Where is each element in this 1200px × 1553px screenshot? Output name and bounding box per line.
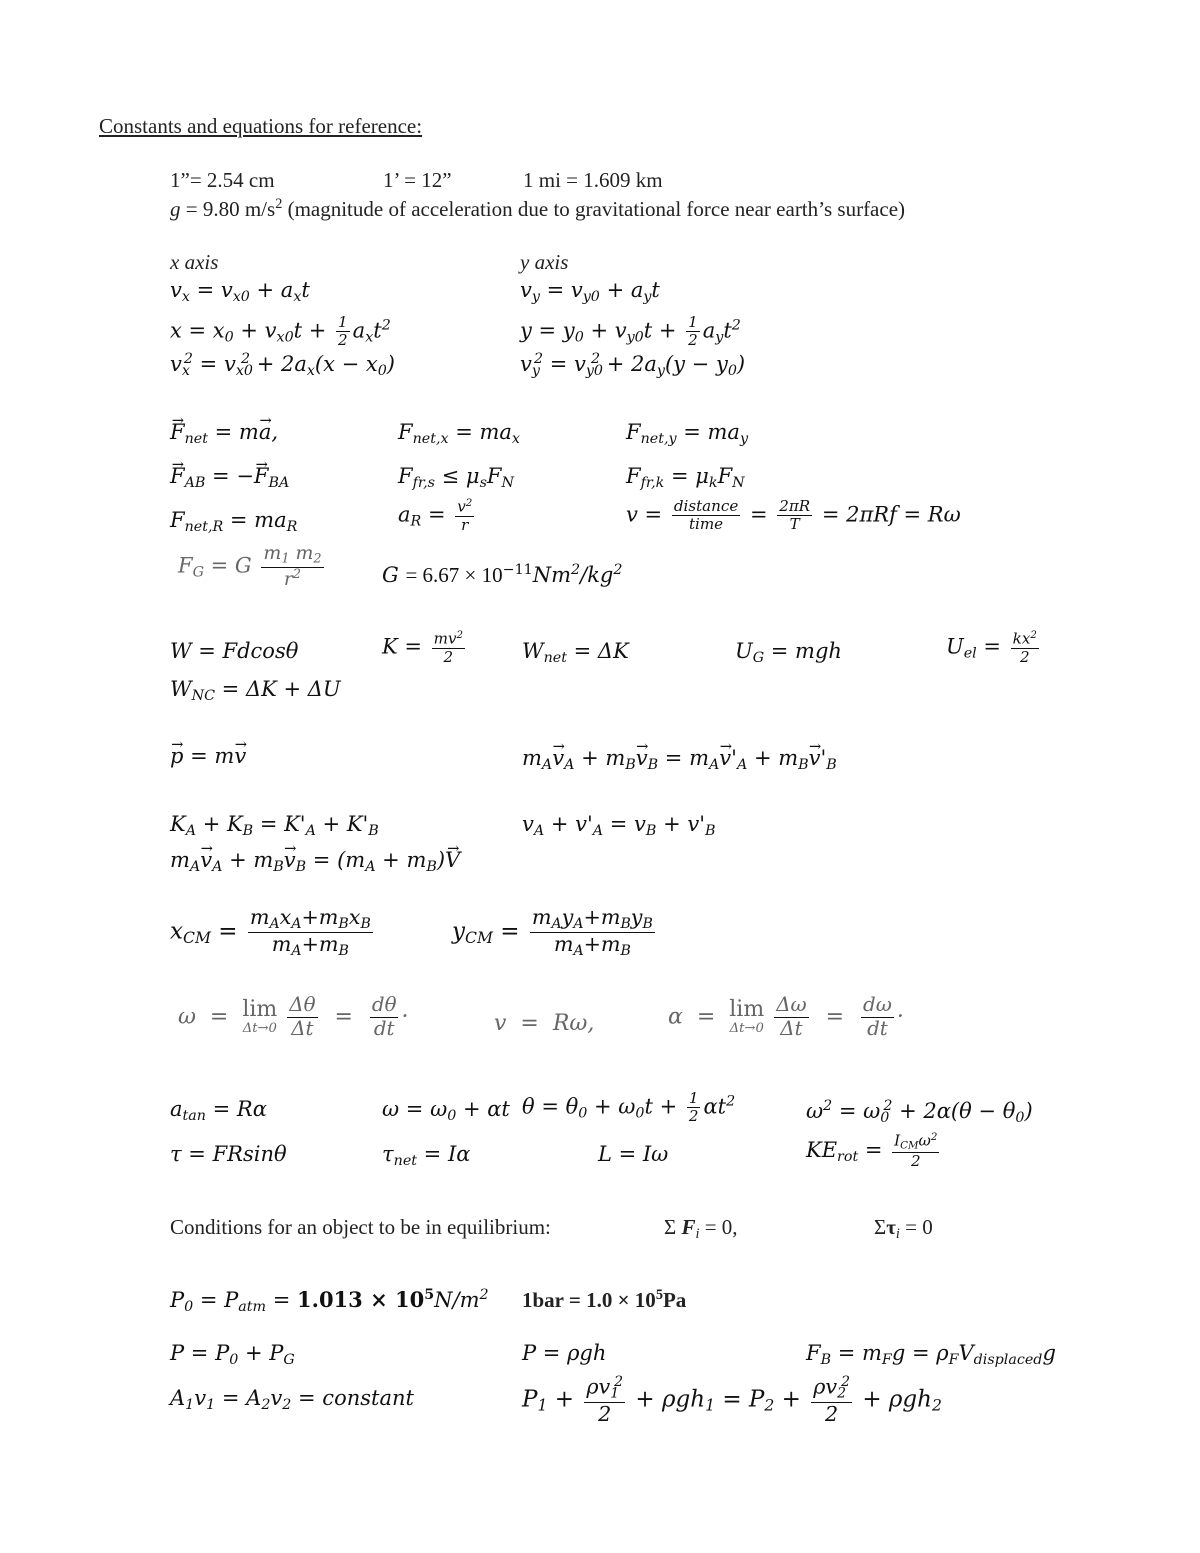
- eq-bar: $1bar = 1.0 \times 10^5Pa$: [522, 1287, 687, 1312]
- eq-ycm: $y_{CM}$ = $\frac{m_Ay_A+m_By_B}{m_A+m_B}$: [452, 905, 653, 960]
- eq-omega-squared: $\omega^2 = \omega_0^2 + 2\alpha(\theta - \theta_0)$: [806, 1098, 1033, 1126]
- eq-vx: $v_x = v_{x0} + a_xt$: [170, 278, 310, 305]
- eq-atmospheric-pressure: $P_0 = P_{atm} = 1.013 \times 10^5N/m^2$: [170, 1286, 489, 1315]
- eq-angular-velocity: ω = lim Δt→0 $\frac{\Delta\theta}{\Delta t}$ = $\frac{d\theta}{dt}$ ·: [178, 993, 409, 1040]
- eq-tangential-speed: v = Rω,: [494, 1011, 595, 1036]
- eq-xcm: $x_{CM}$ = $\frac{m_Ax_A+m_Bx_B}{m_A+m_B}$: [170, 905, 371, 960]
- eq-bernoulli: $P_1$ + $\frac{\rho v_1^2}{2}$ + $\rho gh_1 = P_2$ + $\frac{\rho v_2^2}{2}$ + ρgh$_2$: [522, 1374, 942, 1426]
- foot-conversion: 1’ = 12”: [383, 168, 452, 192]
- eq-newton3: → $F_{AB}$ = −→ $F_{BA}$: [170, 466, 289, 490]
- eq-static-friction: $F_{fr,s} \le \mu_sF_N$: [398, 464, 514, 491]
- eq-y: $y = y_0 + v_{y0}t$ + $\frac{1}{2}$ $a_yt^2$: [520, 313, 741, 350]
- eq-torque: τ = FRsinθ: [170, 1142, 287, 1166]
- eq-grav-pe: $U_G$ = mgh: [735, 639, 842, 666]
- eq-buoyancy: $F_B = m_Fg = \rho_FV_{displaced}g$: [806, 1341, 1056, 1368]
- eq-newton2-x: $F_{net,x} = ma_x$: [398, 420, 520, 447]
- eq-work: W = Fdcosθ: [170, 639, 299, 663]
- eq-work-energy: $W_{net} = \Delta K$: [522, 639, 629, 666]
- eq-tangential-accel: $a_{tan} = R\alpha$: [170, 1097, 267, 1124]
- eq-vy: $v_y = v_{y0} + a_yt$: [520, 278, 660, 305]
- eq-inelastic: $m_A\to v_A + m_B\to v_B = (m_A + m_B)\to V$: [170, 850, 460, 874]
- g-constant-value: = 6.67 × 10: [405, 562, 503, 587]
- eq-momentum-conservation: $m_A\to v_A + m_B\to v_B = m_A\to v'_A + m_B\to v'_B$: [522, 748, 837, 772]
- eq-x: $x = x_0 + v_{x0}t$ + $\frac{1}{2}$ $a_xt^2$: [170, 313, 391, 350]
- eq-angular-momentum: L = Iω: [598, 1142, 669, 1166]
- equilibrium-force-value: = 0,: [704, 1215, 738, 1239]
- eq-rotational-ke: $KE_{rot}$ = $\frac{I_{CM}\omega^2}{2}$: [806, 1131, 938, 1171]
- eq-vx2: $v_x^2 = v_{x0}^2 + 2a_x(x - x_0)$: [170, 351, 395, 379]
- pa-unit: Pa: [662, 1287, 687, 1312]
- eq-g-constant: $G = 6.67 \times 10^{-11}Nm^2/kg^2$: [382, 562, 623, 587]
- eq-continuity: $A_1v_1 = A_2v_2$ = constant: [170, 1386, 414, 1413]
- equilibrium-force: Σ $F_i = 0$,: [664, 1215, 738, 1242]
- equilibrium-label: Conditions for an object to be in equilibrium:: [170, 1215, 551, 1239]
- mile-conversion: 1 mi = 1.609 km: [523, 168, 663, 192]
- eq-omega: $\omega = \omega_0 + \alpha t$: [382, 1097, 510, 1124]
- y-axis-label: y axis: [520, 250, 569, 274]
- eq-newton2: → $F_{net} = m\to a$,: [170, 422, 278, 446]
- eq-speed: v = $\frac{\text{distance}}{\text{time}}$ = $\frac{2\pi R}{T}$ = 2πRf = Rω: [626, 497, 961, 534]
- bar-value: 1bar = 1.0 × 10: [522, 1287, 656, 1312]
- g-note: (magnitude of acceleration due to gravitational force near earth’s surface): [287, 196, 906, 221]
- eq-theta: $\theta = \theta_0 + \omega_0t$ + $\frac{1}{2}$ $\alpha t^2$: [522, 1089, 736, 1126]
- page-title: Constants and equations for reference:: [99, 114, 423, 138]
- eq-momentum: → p = m→ v: [170, 746, 246, 767]
- eq-kinetic-energy: K = $\frac{mv^2}{2}$: [382, 629, 464, 667]
- eq-elastic-velocity: $v_A + v'_A = v_B + v'_B$: [522, 812, 716, 839]
- eq-gravitation: $F_G = G$ $\frac{m_1 m_2}{r^2}$: [178, 542, 322, 591]
- equilibrium-torque-value: = 0: [905, 1215, 933, 1239]
- gravity-acceleration: g = 9.80 $m/s^2$ (magnitude of acceleration due to gravitational force near earth’s surface): [170, 196, 906, 221]
- eq-nonconservative-work: $W_{NC} = \Delta K + \Delta U$: [170, 677, 341, 704]
- eq-elastic-ke: $K_A + K_B = K'_A + K'_B$: [170, 812, 379, 839]
- eq-net-torque: $\tau_{net} = I\alpha$: [382, 1142, 471, 1169]
- x-axis-label: x axis: [170, 250, 219, 274]
- g-value: = 9.80 m/s: [185, 196, 276, 221]
- equilibrium-torque: $\Sigma\tau_i = 0$: [874, 1215, 933, 1242]
- eq-angular-accel: α = lim Δt→0 $\frac{\Delta\omega}{\Delta t}$ = $\frac{d\omega}{dt}$ ·: [668, 993, 904, 1040]
- inch-conversion: 1”= 2.54 cm: [170, 168, 275, 192]
- eq-centripetal-force: $F_{net,R} = ma_R$: [170, 508, 298, 535]
- eq-newton2-y: $F_{net,y} = ma_y$: [626, 420, 748, 447]
- eq-hydrostatic: P = ρgh: [522, 1341, 607, 1365]
- eq-total-pressure: $P = P_0 + P_G$: [170, 1341, 295, 1368]
- eq-kinetic-friction: $F_{fr,k} = \mu_kF_N$: [626, 464, 745, 491]
- eq-vy2: $v_y^2 = v_{y0}^2 + 2a_y(y - y_0)$: [520, 351, 746, 379]
- eq-centripetal-accel: $a_R$ = $\frac{v^2}{r}$: [398, 497, 473, 535]
- eq-elastic-pe: $U_{el}$ = $\frac{kx^2}{2}$: [946, 629, 1037, 667]
